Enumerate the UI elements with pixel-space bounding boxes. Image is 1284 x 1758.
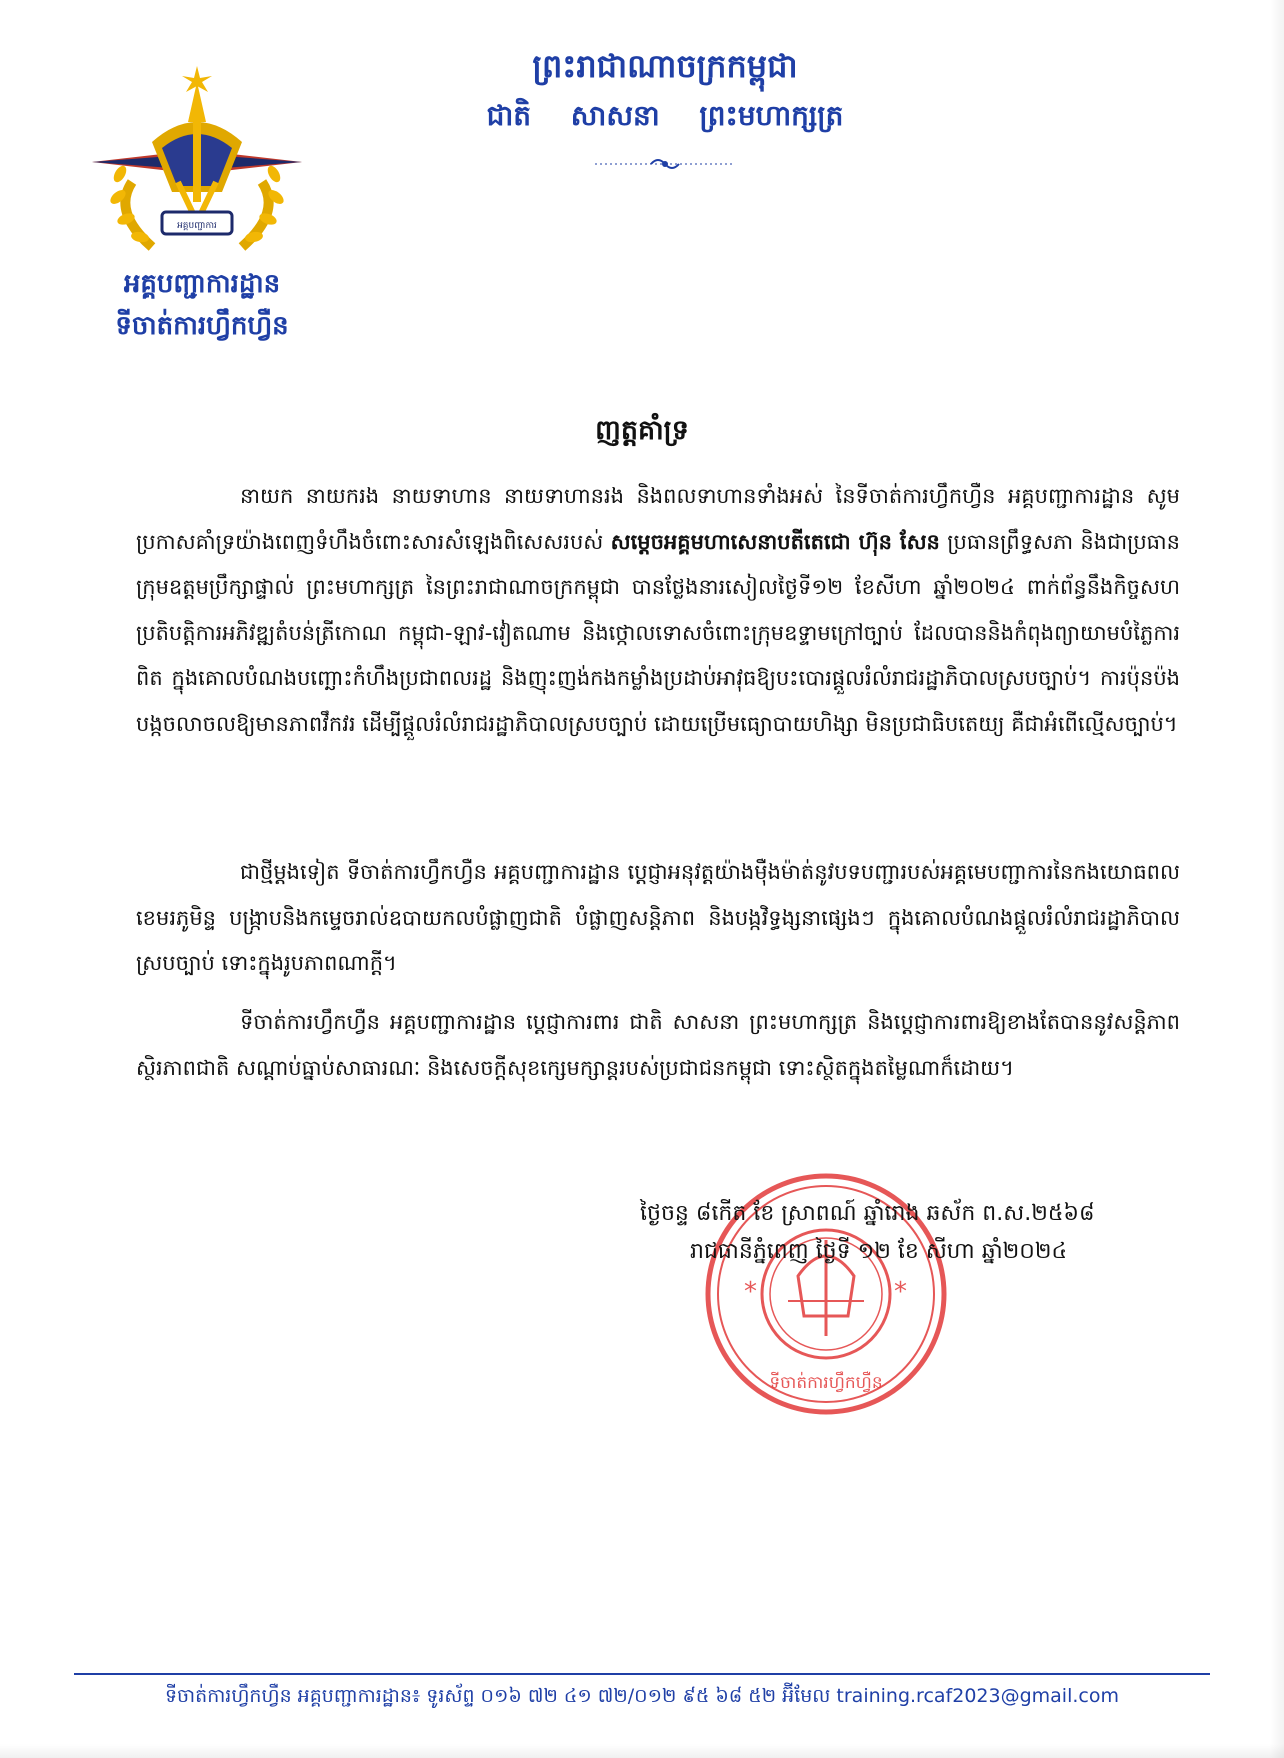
paragraph-1 [136,474,1180,747]
paragraph-1-emphasis: សម្តេចអគ្គមហាសេនាបតីតេជោ ហ៊ុន សែន [610,529,940,554]
unit-name-line-2: ទីចាត់ការហ្វឹកហ្វឺន [115,311,289,341]
kingdom-title: ព្រះរាជាណាចក្រកម្ពុជា [532,47,798,85]
header-ornament-icon [595,156,735,172]
seal-label: ទីចាត់ការហ្វឹកហ្វឺន [769,1373,883,1393]
unit-name-line-1: អគ្គបញ្ជាការដ្ឋាន [123,269,281,299]
paragraph-1-rest: ប្រធានព្រឹទ្ធសភា និងជាប្រធានក្រុមឧត្តមប្រឹក្សាផ្ទាល់ ព្រះមហាក្សត្រ នៃព្រះរាជាណាចក្រកម្ពុជា បានថ្លែងនារសៀលថ្ងៃទី១២ ខែសីហា ឆ្នាំ២០២៤ ពាក់ព័ន្ធនឹងកិច្ចសហប្រតិបត្តិការអភិវឌ្ឍតំបន់ត្រីកោណ កម្ពុជា-ឡាវ-វៀតណាម និងថ្កោលទោសចំពោះក្រុមឧទ្ទាមក្រៅច្បាប់ ដែលបាននិងកំពុងព្យាយាមបំភ្លៃការពិត ក្នុងគោលបំណងបញ្ឆោះកំហឹងប្រជាពលរដ្ឋ និងញុះញង់កងកម្លាំងប្រដាប់អាវុធឱ្យបះបោរផ្តួលរំលំរាជរដ្ឋាភិបាលស្របច្បាប់។ ការប៉ុនប៉ងបង្កចលាចលឱ្យមានភាពវឹកវរ ដើម្បីផ្តួលរំលំរាជរដ្ឋាភិបាលស្របច្បាប់ ដោយប្រើមធ្យោបាយហិង្សា មិនប្រជាធិបតេយ្យ គឺជាអំពើល្មើសច្បាប់។ [136,529,1180,736]
military-emblem-icon [92,62,302,262]
page-bottom-shadow [0,1744,1284,1758]
emblem-ribbon-text: អគ្គបញ្ជាការ [177,221,217,231]
document-title: ញត្តគាំទ្រ [595,415,689,446]
svg-text:*: * [744,1277,757,1307]
footer-contact: ទីចាត់ការហ្វឹកហ្វឺន អគ្គបញ្ជាការដ្ឋាន៖ ទូរស័ព្ទ ០១៦ ៧២ ៤១ ៧២/០១២ ៩៥ ៦៨ ៥២ អ៊ីមែល training.rcaf2023@gmail.com [165,1685,1119,1707]
kingdom-motto: ជាតិ សាសនា ព្រះមហាក្សត្រ [486,99,844,132]
svg-text:*: * [894,1277,907,1307]
footer-divider [74,1673,1210,1675]
paragraph-1-intro: នាយក នាយករង នាយទាហាន នាយទាហានរង និងពលទាហានទាំងអស់ នៃទីចាត់ការហ្វឹកហ្វឺន អគ្គបញ្ជាការដ្ឋាន សូមប្រកាសគាំទ្រយ៉ាងពេញទំហឹងចំពោះសារសំឡេងពិសេសរបស់ [136,484,1180,554]
page-edge-shadow [1270,0,1284,1758]
paragraph-2: ជាថ្មីម្តងទៀត ទីចាត់ការហ្វឹកហ្វឺន អគ្គបញ្ជាការដ្ឋាន ប្តេជ្ញាអនុវត្តយ៉ាងម៉ឺងម៉ាត់នូវបទបញ្ជារបស់អគ្គមេបញ្ជាការនៃកងយោធពលខេមរភូមិន្ទ បង្ក្រាបនិងកម្ទេចរាល់ឧបាយកលបំផ្លាញជាតិ បំផ្លាញសន្តិភាព និងបង្កវិទ្ធង្សនាផ្សេងៗ ក្នុងគោលបំណងផ្តួលរំលំរាជរដ្ឋាភិបាលស្របច្បាប់ ទោះក្នុងរូបភាពណាក្តី។ [136,860,1180,975]
paragraph-3: ទីចាត់ការហ្វឹកហ្វឺន អគ្គបញ្ជាការដ្ឋាន ប្តេជ្ញាការពារ ជាតិ សាសនា ព្រះមហាក្សត្រ និងប្តេជ្ញាការពារឱ្យខាងតែបាននូវសន្តិភាព ស្ថិរភាពជាតិ សណ្តាប់ធ្នាប់សាធារណៈ និងសេចក្តីសុខក្សេមក្សាន្តរបស់ប្រជាជនកម្ពុជា ទោះស្ថិតក្នុងតម្លៃណាក៏ដោយ។ [136,1010,1180,1080]
date-solar: រាជធានីភ្នំពេញ ថ្ងៃទី ១២ ខែ សីហា ឆ្នាំ២០២៤ [690,1239,1068,1264]
date-lunar: ថ្ងៃចន្ទ ៨កើត ខែ ស្រាពណ៍ ឆ្នាំរោង ឆស័ក ព.ស.២៥៦៨ [640,1201,1095,1226]
